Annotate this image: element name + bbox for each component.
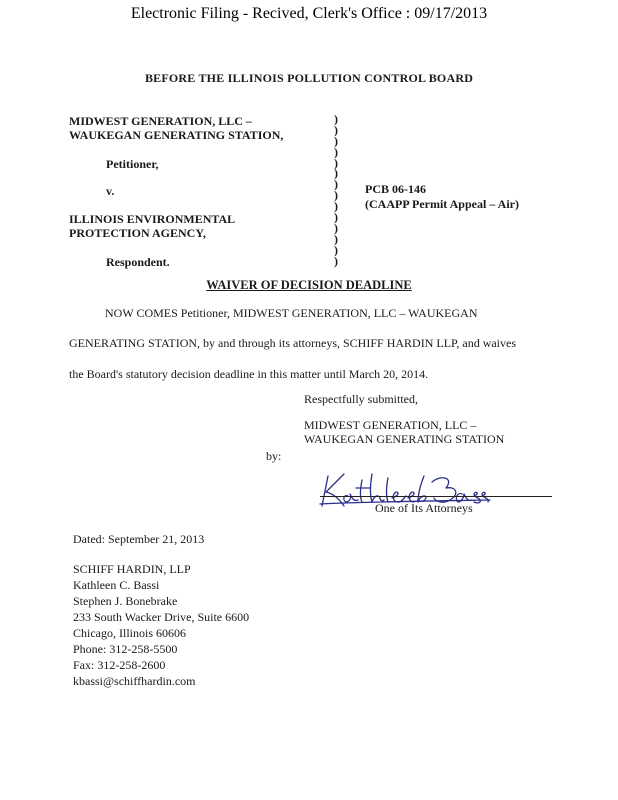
paren: ) [334,177,338,192]
signer-caption: One of Its Attorneys [375,501,473,515]
date-line: Dated: September 21, 2013 [73,532,205,546]
counsel-address-2: Chicago, Illinois 60606 [73,626,186,640]
paren: ) [334,220,338,235]
counsel-block [73,561,249,689]
paren: ) [334,112,338,126]
paren: ) [334,166,338,181]
body-line-1: NOW COMES Petitioner, MIDWEST GENERATION, LLC – WAUKEGAN [105,306,478,320]
paren: ) [334,155,338,170]
versus-label: v. [106,184,115,198]
case-info [365,182,519,212]
document-title: WAIVER OF DECISION DEADLINE [206,278,412,292]
client-name-line1: MIDWEST GENERATION, LLC – [304,418,477,432]
case-type: (CAAPP Permit Appeal – Air) [365,197,519,211]
counsel-attorney-2: Stephen J. Bonebrake [73,594,178,608]
case-number: PCB 06-146 [365,182,426,196]
signature-line [320,496,552,497]
respondent-name-line2: PROTECTION AGENCY, [69,226,206,240]
paren: ) [334,242,338,257]
paren: ) [334,144,338,159]
respondent-name-line1: ILLINOIS ENVIRONMENTAL [69,212,236,226]
caption-divider [334,114,338,266]
paren: ) [334,210,338,225]
petitioner-name-line1: MIDWEST GENERATION, LLC – [69,114,252,128]
respondent-role: Respondent. [106,255,170,269]
counsel-fax: Fax: 312-258-2600 [73,658,166,672]
paren: ) [334,188,338,203]
filing-stamp: Electronic Filing - Recived, Clerk's Office : 09/17/2013 [130,5,488,22]
paren: ) [334,199,338,214]
counsel-email: kbassi@schiffhardin.com [73,674,196,688]
petitioner-name [69,114,283,142]
counsel-attorney-1: Kathleen C. Bassi [73,578,160,592]
body-line-3: the Board's statutory decision deadline in this matter until March 20, 2014. [69,367,429,381]
petitioner-role: Petitioner, [106,157,159,171]
paren: ) [334,133,338,148]
board-heading: BEFORE THE ILLINOIS POLLUTION CONTROL BOARD [144,71,474,85]
closing: Respectfully submitted, [304,392,418,406]
paren: ) [334,231,338,246]
client-name-line2: WAUKEGAN GENERATING STATION [304,432,505,446]
paren: ) [334,122,338,137]
counsel-phone: Phone: 312-258-5500 [73,642,178,656]
paren: ) [334,253,338,268]
body-line-2: GENERATING STATION, by and through its attorneys, SCHIFF HARDIN LLP, and waives [69,336,517,350]
counsel-address-1: 233 South Wacker Drive, Suite 6600 [73,610,250,624]
respondent-name [69,212,235,240]
petitioner-name-line2: WAUKEGAN GENERATING STATION, [69,128,284,142]
by-label: by: [266,449,282,463]
counsel-firm: SCHIFF HARDIN, LLP [73,562,191,576]
client-name [304,418,504,446]
